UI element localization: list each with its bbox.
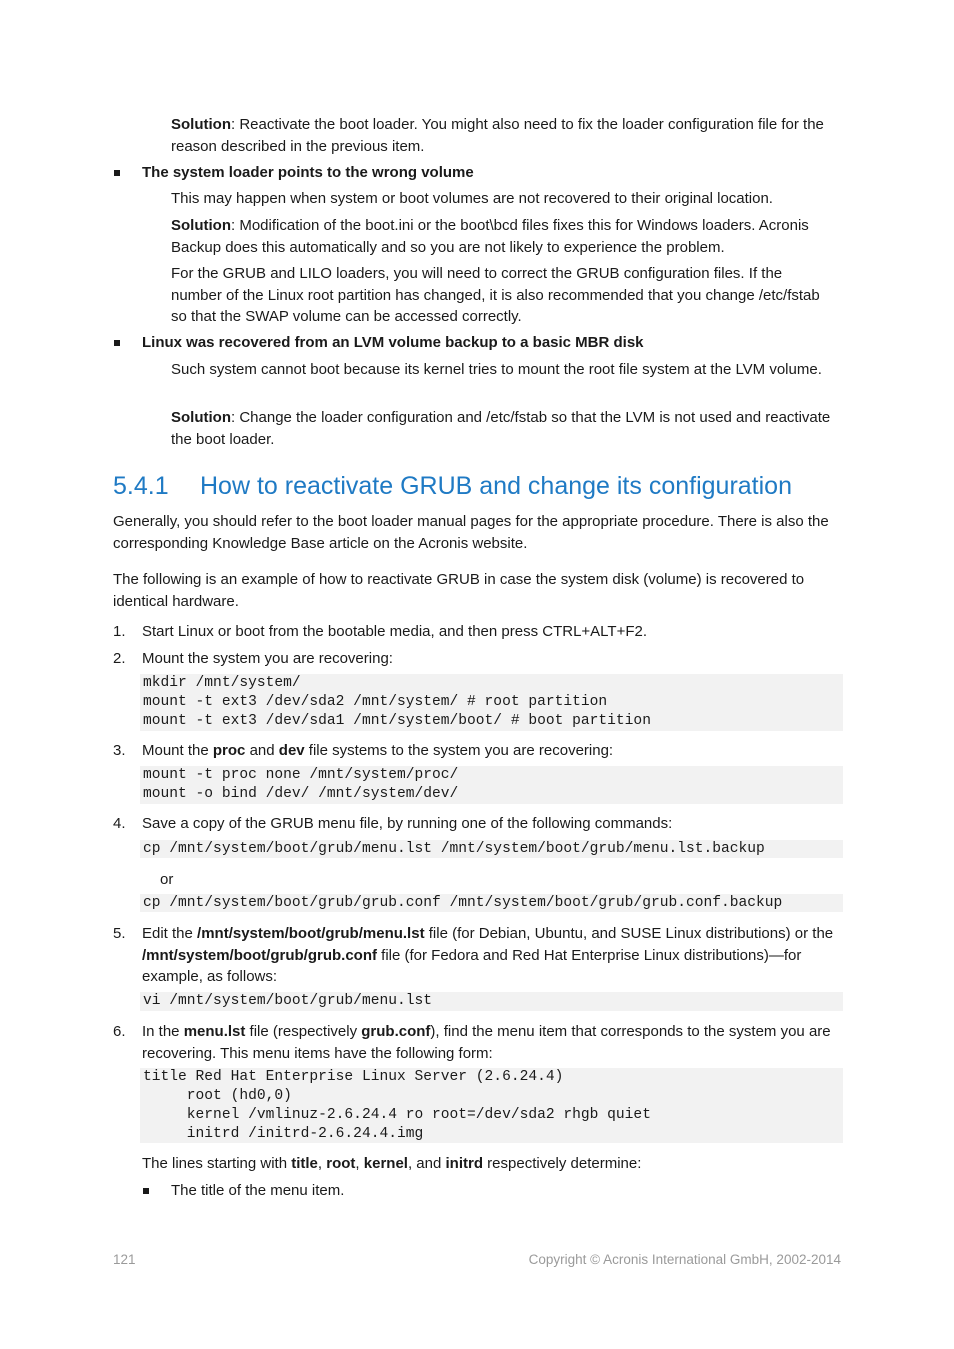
text-run: file (for Debian, Ubuntu, and SUSE Linux distributions) or the bbox=[424, 925, 834, 942]
solution-paragraph bbox=[171, 215, 836, 258]
sub-bullet-text: The title of the menu item. bbox=[171, 1182, 345, 1199]
code-block bbox=[140, 840, 843, 858]
bullet-marker bbox=[114, 170, 120, 176]
code-line: kernel /vmlinuz-2.6.24.4 ro root=/dev/sda2 rhgb quiet bbox=[143, 1107, 651, 1123]
code-line: vi /mnt/system/boot/grub/menu.lst bbox=[143, 993, 433, 1009]
text-run: file (respectively bbox=[245, 1023, 362, 1040]
solution-label: Solution bbox=[171, 116, 231, 133]
bold-term: /mnt/system/boot/grub/grub.conf bbox=[142, 946, 377, 964]
code-block bbox=[140, 766, 843, 804]
text-run: file systems to the system you are recovering: bbox=[304, 742, 614, 759]
step-number: 5. bbox=[113, 925, 126, 942]
copyright-notice: Copyright © Acronis International GmbH, 2002-2014 bbox=[528, 1252, 841, 1267]
step-number: 4. bbox=[113, 815, 126, 832]
bold-term: initrd bbox=[445, 1155, 483, 1172]
paragraph: This may happen when system or boot volumes are not recovered to their original location. bbox=[171, 190, 773, 207]
text-run: In the bbox=[142, 1023, 184, 1040]
bullet-item-wrong-volume bbox=[142, 162, 474, 184]
step-text: Save a copy of the GRUB menu file, by running one of the following commands: bbox=[142, 815, 673, 832]
solution-text: : Change the loader configuration and /etc/fstab so that the LVM is not used and reactivate the boot loader. bbox=[171, 409, 831, 448]
solution-label: Solution bbox=[171, 409, 231, 426]
step-text bbox=[142, 740, 842, 762]
code-line: mount -t proc none /mnt/system/proc/ bbox=[143, 767, 459, 783]
bullet-marker bbox=[114, 340, 120, 346]
bullet-heading: The system loader points to the wrong volume bbox=[142, 164, 474, 181]
bullet-item-lvm bbox=[142, 332, 644, 354]
paragraph: Generally, you should refer to the boot loader manual pages for the appropriate procedure. There is also the corresponding Knowledge Base article on the Acronis website. bbox=[113, 513, 829, 552]
code-block bbox=[140, 894, 843, 912]
section-heading bbox=[113, 470, 792, 502]
code-line: title Red Hat Enterprise Linux Server (2.6.24.4) bbox=[143, 1069, 564, 1085]
text-run: , and bbox=[407, 1155, 446, 1172]
step-number: 3. bbox=[113, 742, 126, 759]
code-line: mount -o bind /dev/ /mnt/system/dev/ bbox=[143, 786, 459, 802]
step-text bbox=[142, 923, 842, 988]
step-number: 6. bbox=[113, 1023, 126, 1040]
paragraph: Such system cannot boot because its kernel tries to mount the root file system at the LVM volume. bbox=[171, 361, 822, 378]
paragraph bbox=[142, 1153, 842, 1175]
bold-term: title bbox=[291, 1155, 318, 1172]
section-number: 5.4.1 bbox=[113, 472, 169, 500]
bold-term: dev bbox=[278, 742, 305, 759]
paragraph: For the GRUB and LILO loaders, you will need to correct the GRUB configuration files. If the number of the Linux root partition has changed, it is also recommended that you change /etc/fstab so that the SWAP volume can be accessed correctly. bbox=[171, 265, 820, 325]
bullet-heading: Linux was recovered from an LVM volume backup to a basic MBR disk bbox=[142, 334, 644, 351]
solution-text: : Modification of the boot.ini or the boot\bcd files fixes this for Windows loaders. Acronis Backup does this automatically and so you are not likely to experience the problem. bbox=[171, 217, 809, 256]
text-run: file (for Fedora and Red Hat Enterprise Linux distributions)—for example, as follows: bbox=[142, 946, 802, 985]
code-block bbox=[140, 1068, 843, 1143]
text-run: , bbox=[317, 1155, 327, 1172]
text-run: The lines starting with bbox=[142, 1155, 292, 1172]
step-text: Start Linux or boot from the bootable media, and then press CTRL+ALT+F2. bbox=[142, 623, 647, 640]
bold-term: menu.lst bbox=[183, 1023, 246, 1040]
step-text bbox=[142, 1021, 842, 1064]
bold-term: proc bbox=[212, 742, 246, 759]
bold-term: /mnt/system/boot/grub/menu.lst bbox=[197, 925, 425, 942]
text-run: ), find the menu item that corresponds to the system you are recovering. This menu items have the following form: bbox=[142, 1023, 831, 1062]
text-run: , bbox=[355, 1155, 364, 1172]
text-run: Mount the bbox=[142, 742, 213, 759]
solution-label: Solution bbox=[171, 217, 231, 234]
paragraph: The following is an example of how to reactivate GRUB in case the system disk (volume) is recovered to identical hardware. bbox=[113, 571, 805, 610]
code-line: initrd /initrd-2.6.24.4.img bbox=[143, 1126, 424, 1142]
code-line: cp /mnt/system/boot/grub/grub.conf /mnt/system/boot/grub/grub.conf.backup bbox=[143, 895, 783, 911]
code-line: mkdir /mnt/system/ bbox=[143, 675, 301, 691]
section-title: How to reactivate GRUB and change its configuration bbox=[200, 472, 792, 500]
text-run: respectively determine: bbox=[483, 1155, 642, 1172]
bold-term: kernel bbox=[363, 1155, 408, 1172]
sub-bullet-item bbox=[171, 1180, 344, 1202]
code-line: mount -t ext3 /dev/sda2 /mnt/system/ # root partition bbox=[143, 694, 608, 710]
step-number: 2. bbox=[113, 650, 126, 667]
code-block bbox=[140, 992, 843, 1011]
solution-paragraph bbox=[171, 407, 836, 450]
step-number: 1. bbox=[113, 623, 126, 640]
code-block bbox=[140, 674, 843, 731]
page-number: 121 bbox=[113, 1252, 136, 1267]
code-line: mount -t ext3 /dev/sda1 /mnt/system/boot/ # boot partition bbox=[143, 713, 651, 729]
text-run: Edit the bbox=[142, 925, 198, 942]
code-line: cp /mnt/system/boot/grub/menu.lst /mnt/system/boot/grub/menu.lst.backup bbox=[143, 841, 765, 857]
or-text: or bbox=[160, 871, 174, 888]
solution-text: : Reactivate the boot loader. You might also need to fix the loader configuration file for the reason described in the previous item. bbox=[171, 116, 824, 155]
bold-term: grub.conf bbox=[361, 1023, 431, 1040]
bullet-marker bbox=[143, 1188, 149, 1194]
text-run: and bbox=[245, 742, 279, 759]
step-text: Mount the system you are recovering: bbox=[142, 650, 393, 667]
solution-paragraph bbox=[171, 114, 843, 157]
bold-term: root bbox=[326, 1155, 356, 1172]
code-line: root (hd0,0) bbox=[143, 1088, 292, 1104]
